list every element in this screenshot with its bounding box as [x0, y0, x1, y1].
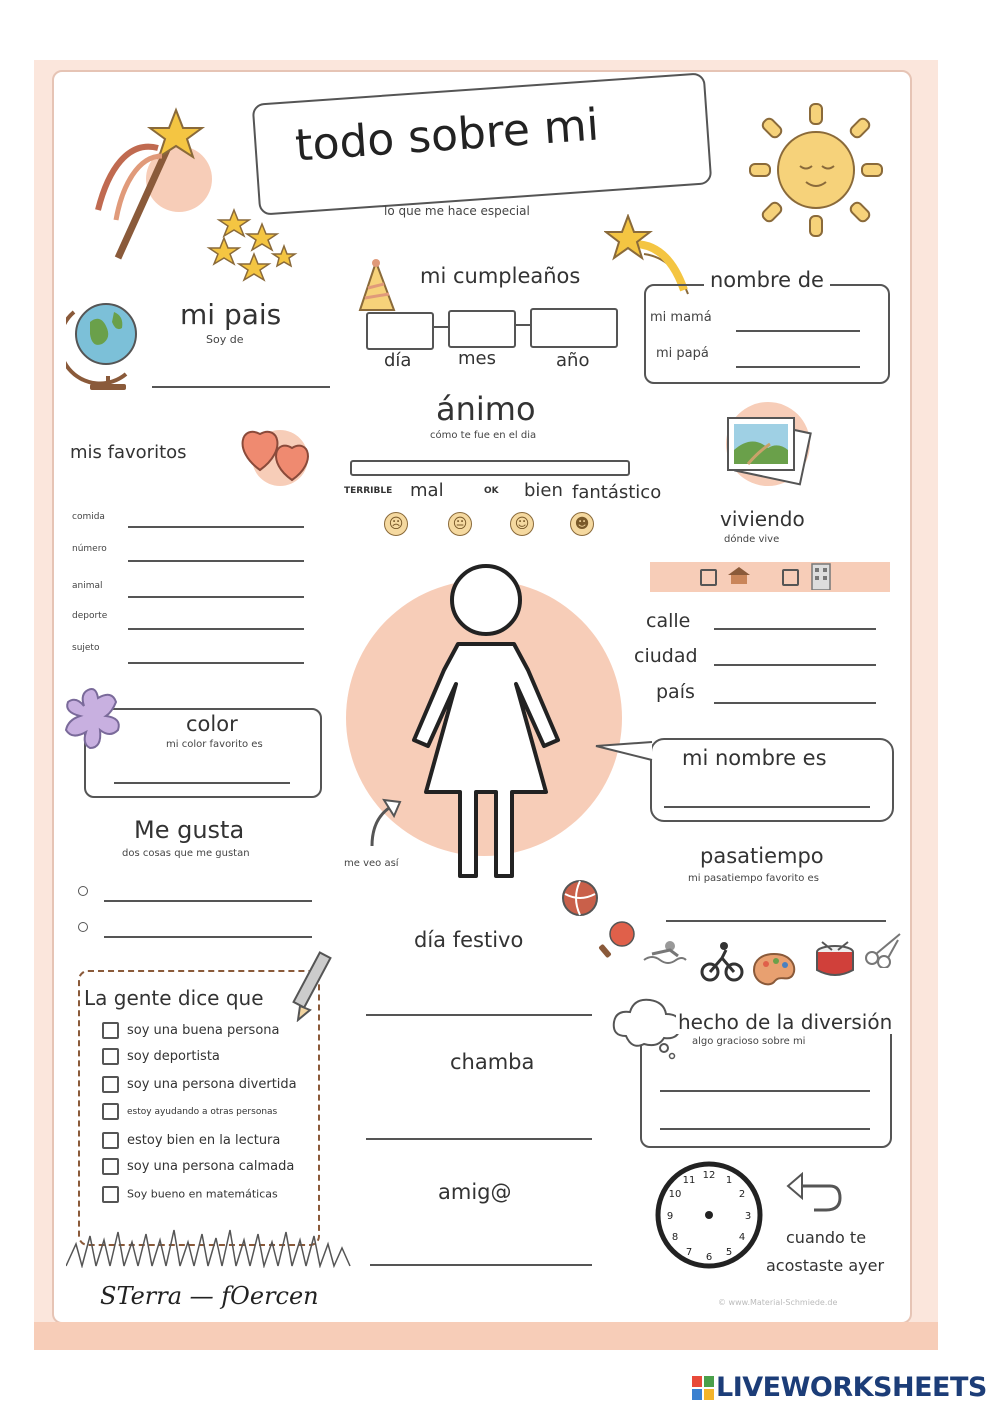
house-checkbox[interactable] — [700, 569, 717, 586]
ciudad-answer-line[interactable] — [714, 664, 876, 666]
papa-label: mi papá — [656, 346, 709, 361]
gente-item[interactable] — [102, 1048, 220, 1065]
svg-text:4: 4 — [738, 1232, 746, 1243]
volleyball-icon — [560, 878, 600, 918]
favorito-label: número — [72, 544, 107, 554]
pasatiempo-subtitle: mi pasatiempo favorito es — [688, 873, 819, 884]
gente-item-label: soy deportista — [127, 1049, 220, 1064]
cumple-mes-box[interactable] — [448, 310, 516, 348]
drum-icon — [814, 940, 856, 980]
gente-item-label: Soy bueno en matemáticas — [127, 1187, 278, 1201]
svg-text:2: 2 — [738, 1189, 746, 1200]
checkbox[interactable] — [102, 1186, 119, 1203]
gente-item-label: soy una persona divertida — [127, 1077, 297, 1092]
cumple-dia-label: día — [384, 350, 412, 371]
acostaste-line2: acostaste ayer — [766, 1256, 885, 1275]
signature: STerra — fOercen — [100, 1282, 319, 1310]
cumple-dia-box[interactable] — [366, 312, 434, 350]
animo-fantastico: fantástico — [572, 482, 662, 503]
gente-item-label: estoy bien en la lectura — [127, 1133, 281, 1148]
ping-pong-icon — [598, 918, 638, 958]
gente-item[interactable] — [102, 1186, 278, 1203]
checkbox[interactable] — [102, 1103, 119, 1120]
favorito-label: deporte — [72, 611, 108, 621]
pais-title: mi pais — [180, 298, 282, 331]
color-title: color — [186, 712, 238, 736]
color-answer-line[interactable] — [114, 782, 290, 784]
viviendo-subtitle: dónde vive — [724, 534, 780, 545]
landscape-photo-icon — [718, 404, 818, 494]
gente-item[interactable] — [102, 1022, 279, 1039]
nombre-de-box — [644, 284, 890, 384]
gente-item-label: soy una persona calmada — [127, 1159, 295, 1174]
bullet-icon — [78, 886, 88, 896]
magic-wand-icon — [88, 100, 208, 260]
svg-text:8: 8 — [671, 1232, 679, 1243]
vivienda-options-bar — [650, 562, 890, 592]
gente-item-label: estoy ayudando a otras personas — [127, 1107, 278, 1117]
svg-text:7: 7 — [685, 1247, 693, 1258]
color-subtitle: mi color favorito es — [166, 739, 263, 750]
hecho-answer-line[interactable] — [660, 1090, 870, 1092]
pointer-arrow-icon — [364, 794, 404, 850]
gente-item[interactable] — [102, 1158, 294, 1175]
globe-icon — [66, 292, 150, 392]
party-hat-icon — [356, 258, 400, 316]
nombre-es-answer-line[interactable] — [664, 806, 870, 808]
favorito-label: comida — [72, 512, 105, 522]
nombre-es-title: mi nombre es — [682, 746, 827, 770]
liveworksheets-logo-icon — [692, 1376, 714, 1400]
me-gusta-title: Me gusta — [134, 816, 245, 844]
animo-scale-bar[interactable] — [350, 460, 630, 476]
calle-answer-line[interactable] — [714, 628, 876, 630]
apartment-checkbox[interactable] — [782, 569, 799, 586]
me-gusta-answer-line[interactable] — [104, 936, 312, 938]
checkbox[interactable] — [102, 1048, 119, 1065]
gente-item[interactable] — [102, 1103, 277, 1120]
mama-label: mi mamá — [650, 310, 712, 325]
happy-face-icon[interactable]: ☻ — [570, 512, 594, 536]
pais-answer-line[interactable] — [152, 386, 330, 388]
smile-face-icon[interactable]: ☺ — [510, 512, 534, 536]
meh-face-icon[interactable]: 😐 — [448, 512, 472, 536]
ciudad-label: ciudad — [634, 645, 698, 667]
copyright-text: © www.Material-Schmiede.de — [718, 1298, 838, 1307]
calle-label: calle — [646, 610, 691, 632]
speech-bubble-tail — [594, 738, 654, 768]
cumple-connector — [514, 324, 530, 326]
nombre-de-title: nombre de — [704, 268, 830, 292]
pasatiempo-answer-line[interactable] — [666, 920, 886, 922]
cumple-ano-box[interactable] — [530, 308, 618, 348]
cumple-title: mi cumpleaños — [420, 264, 581, 288]
cumple-mes-label: mes — [458, 348, 496, 369]
chamba-label: chamba — [450, 1050, 535, 1074]
paint-splash-icon — [58, 684, 128, 754]
house-icon — [726, 565, 752, 585]
animo-title: ánimo — [436, 390, 536, 428]
animo-subtitle: cómo te fue en el dia — [430, 430, 537, 441]
pais-subtitle: Soy de — [206, 333, 244, 346]
stars-icon — [204, 208, 300, 288]
pencil-icon — [290, 950, 338, 1022]
me-veo-label: me veo así — [344, 858, 399, 869]
bullet-icon — [78, 922, 88, 932]
checkbox[interactable] — [102, 1076, 119, 1093]
favorito-answer-line[interactable] — [128, 628, 304, 630]
favorito-answer-line[interactable] — [128, 596, 304, 598]
cyclist-icon — [700, 940, 746, 984]
person-silhouette-icon — [396, 560, 576, 880]
me-gusta-subtitle: dos cosas que me gustan — [122, 848, 250, 859]
gente-title: La gente dice que — [84, 986, 268, 1010]
dia-festivo-answer-line[interactable] — [366, 1014, 592, 1016]
favorito-answer-line[interactable] — [128, 526, 304, 528]
animo-mal: mal — [410, 480, 444, 501]
svg-text:11: 11 — [682, 1175, 696, 1186]
apartment-building-icon — [810, 562, 832, 590]
viviendo-title: viviendo — [720, 507, 805, 531]
favoritos-title: mis favoritos — [70, 442, 187, 463]
cumple-connector — [432, 326, 448, 328]
clock-icon[interactable] — [654, 1160, 764, 1270]
grass-decoration — [66, 1218, 352, 1268]
papa-answer-line[interactable] — [736, 366, 860, 368]
favorito-label: sujeto — [72, 643, 100, 653]
hecho-subtitle: algo gracioso sobre mi — [692, 1036, 806, 1047]
me-gusta-answer-line[interactable] — [104, 900, 312, 902]
animo-ok: OK — [484, 486, 499, 496]
animo-bien: bien — [524, 480, 563, 501]
paint-palette-icon — [752, 952, 798, 988]
svg-text:10: 10 — [668, 1189, 682, 1200]
gente-item[interactable] — [102, 1132, 280, 1149]
swimmer-icon — [640, 938, 688, 968]
pais-address-answer-line[interactable] — [714, 702, 876, 704]
amiga-answer-line[interactable] — [370, 1264, 592, 1266]
gente-item-label: soy una buena persona — [127, 1023, 280, 1038]
page-title: todo sobre mi — [293, 99, 601, 172]
favorito-answer-line[interactable] — [128, 560, 304, 562]
svg-text:3: 3 — [744, 1211, 752, 1222]
hearts-icon — [236, 420, 320, 486]
hecho-answer-line[interactable] — [660, 1128, 870, 1130]
mama-answer-line[interactable] — [736, 330, 860, 332]
checkbox[interactable] — [102, 1132, 119, 1149]
undo-arrow-icon — [786, 1172, 842, 1212]
svg-text:9: 9 — [666, 1211, 674, 1222]
cumple-ano-label: año — [556, 350, 590, 371]
svg-text:5: 5 — [725, 1247, 733, 1258]
dia-festivo-label: día festivo — [414, 928, 524, 952]
footer-band — [34, 1322, 938, 1350]
sun-icon — [746, 100, 886, 240]
sad-face-icon[interactable]: ☹ — [384, 512, 408, 536]
checkbox[interactable] — [102, 1158, 119, 1175]
pasatiempo-title: pasatiempo — [700, 844, 824, 868]
gente-item[interactable] — [102, 1076, 297, 1093]
svg-text:1: 1 — [725, 1175, 733, 1186]
acostaste-line1: cuando te — [786, 1228, 867, 1247]
amiga-label: amig@ — [438, 1180, 512, 1204]
scissors-icon — [864, 930, 904, 968]
favorito-answer-line[interactable] — [128, 662, 304, 664]
favorito-label: animal — [72, 581, 103, 591]
svg-text:6: 6 — [705, 1252, 713, 1263]
liveworksheets-brand[interactable]: LIVEWORKSHEETS — [716, 1372, 987, 1403]
chamba-answer-line[interactable] — [366, 1138, 592, 1140]
hecho-title: hecho de la diversión — [678, 1010, 893, 1034]
animo-terrible: TERRIBLE — [344, 486, 393, 496]
svg-text:12: 12 — [702, 1170, 716, 1181]
checkbox[interactable] — [102, 1022, 119, 1039]
pais-address-label: país — [656, 681, 695, 703]
page-subtitle: lo que me hace especial — [384, 204, 530, 218]
